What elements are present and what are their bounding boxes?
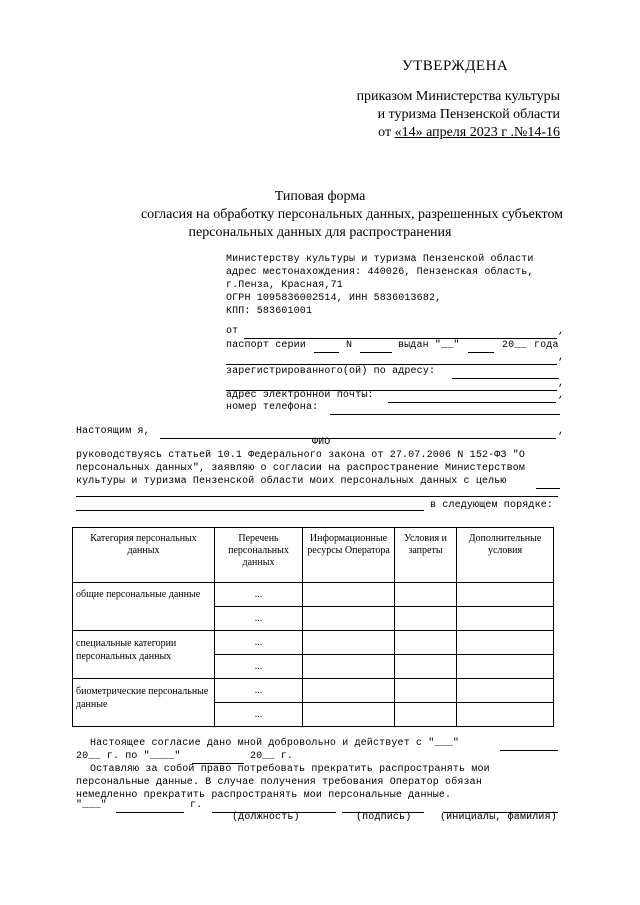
hereby-label: Настоящим я, <box>76 426 150 437</box>
extra-cell[interactable] <box>457 703 554 727</box>
form-title: Типовая форма <box>274 189 366 204</box>
passport-series-line[interactable] <box>314 352 339 353</box>
resource-cell[interactable] <box>303 703 395 727</box>
passport-series-label: паспорт серии <box>226 340 306 351</box>
sign-date-line[interactable] <box>116 812 184 813</box>
resource-cell[interactable] <box>303 679 395 703</box>
extra-cell[interactable] <box>457 679 554 703</box>
statement-line-3: культуры и туризма Пензенской области моих персональных данных с целью <box>76 476 507 487</box>
addressee-line-2: адрес местонахождения: 440026, Пензенская область, <box>226 267 534 278</box>
list-cell[interactable]: ... <box>215 703 303 727</box>
order-line-1: приказом Министерства культуры <box>356 89 560 104</box>
addressee-line-1: Министерству культуры и туризма Пензенской области <box>226 254 534 265</box>
email-label: адрес электронной почты: <box>226 390 374 401</box>
signature-caption: (подпись) <box>356 812 412 823</box>
table-header: Дополнительные условия <box>457 528 554 583</box>
list-cell[interactable]: ... <box>215 631 303 655</box>
table-header: Условия и запреты <box>395 528 457 583</box>
addressee-line-3: г.Пенза, Красная,71 <box>226 280 343 291</box>
registered-label: зарегистрированного(ой) по адресу: <box>226 366 436 377</box>
conditions-cell[interactable] <box>395 631 457 655</box>
category-cell: биометрические персональные данные <box>73 679 215 727</box>
conditions-cell[interactable] <box>395 703 457 727</box>
fio-caption: ФИО <box>312 437 331 448</box>
comma: , <box>558 426 565 437</box>
extra-cell[interactable] <box>457 583 554 607</box>
table-header: Перечень персональных данных <box>215 528 303 583</box>
valid-line-1: Настоящее согласие дано мной добровольно и действует с "___" <box>90 738 460 749</box>
list-cell[interactable]: ... <box>215 607 303 631</box>
initials-caption: (инициалы, фамилия) <box>440 812 557 823</box>
year-word: года <box>534 340 559 351</box>
conditions-cell[interactable] <box>395 679 457 703</box>
reserve-line-3: немедленно прекратить распространять мои персональные данные. <box>76 790 452 801</box>
passport-no-line[interactable] <box>360 352 392 353</box>
approval-heading: УТВЕРЖДЕНА <box>402 58 509 74</box>
form-subtitle-2: персональных данных для распространения <box>188 225 452 240</box>
order-date: «14» апреля 2023 г .№14-16 <box>394 125 560 140</box>
extra-cell[interactable] <box>457 607 554 631</box>
issued-by-line[interactable] <box>226 364 557 365</box>
year-20-label: 20__ <box>502 340 527 351</box>
statement-line-1: руководствуясь статьей 10.1 Федерального закона от 27.07.2006 N 152-ФЗ "О <box>76 450 526 461</box>
issued-day-line[interactable] <box>468 352 494 353</box>
addressee-line-5: КПП: 583601001 <box>226 306 313 317</box>
list-cell[interactable]: ... <box>215 655 303 679</box>
sign-date-quote: "___" <box>76 800 107 811</box>
resource-cell[interactable] <box>303 631 395 655</box>
fio-line[interactable] <box>160 438 556 439</box>
valid-line-2b: 20__ г. <box>250 751 294 762</box>
categories-table <box>72 527 554 727</box>
from-line[interactable] <box>244 338 557 339</box>
valid-line-2a: 20__ г. по "____" <box>76 751 181 762</box>
sign-date-g: г. <box>190 800 203 811</box>
category-cell: специальные категории персональных данных <box>73 631 215 679</box>
conditions-cell[interactable] <box>395 583 457 607</box>
addressee-line-4: ОГРН 1095836002514, ИНН 5836013682, <box>226 293 442 304</box>
comma: , <box>558 378 565 389</box>
table-header-row <box>73 528 554 583</box>
table-row <box>73 631 554 655</box>
list-cell[interactable]: ... <box>215 679 303 703</box>
phone-line[interactable] <box>330 414 560 415</box>
form-subtitle-1: согласия на обработку персональных данных, разрешенных субъектом <box>140 207 564 222</box>
list-cell[interactable]: ... <box>215 583 303 607</box>
email-line[interactable] <box>388 402 556 403</box>
resource-cell[interactable] <box>303 583 395 607</box>
order-follow-label: в следующем порядке: <box>430 500 554 511</box>
category-cell: общие персональные данные <box>73 583 215 631</box>
valid-from-line[interactable] <box>500 750 558 751</box>
passport-no-label: N <box>346 340 353 351</box>
resource-cell[interactable] <box>303 607 395 631</box>
phone-label: номер телефона: <box>226 402 319 413</box>
reserve-line-1: Оставляю за собой право потребовать прекратить распространять мои <box>90 764 490 775</box>
extra-cell[interactable] <box>457 631 554 655</box>
comma: , <box>558 390 565 401</box>
conditions-cell[interactable] <box>395 655 457 679</box>
order-prefix: от <box>378 125 395 140</box>
table-header: Категория персональных данных <box>73 528 215 583</box>
statement-line-2: персональных данных", заявляю о согласии на распространение Министерством <box>76 463 526 474</box>
issued-label: выдан "__" <box>398 340 460 351</box>
conditions-cell[interactable] <box>395 607 457 631</box>
from-label: от <box>226 326 239 337</box>
table-header: Информационные ресурсы Оператора <box>303 528 395 583</box>
order-line-3 <box>378 124 560 142</box>
table-row <box>73 679 554 703</box>
purpose-line-2[interactable] <box>76 496 558 497</box>
position-caption: (должность) <box>232 812 300 823</box>
registered-line[interactable] <box>452 378 559 379</box>
comma: , <box>558 352 565 363</box>
reserve-line-2: персональные данные. В случае получения требования Оператор обязан <box>76 777 482 788</box>
extra-cell[interactable] <box>457 655 554 679</box>
table-row <box>73 583 554 607</box>
purpose-line-3[interactable] <box>76 510 424 511</box>
purpose-line-1[interactable] <box>536 488 560 489</box>
resource-cell[interactable] <box>303 655 395 679</box>
comma: , <box>558 326 565 337</box>
order-line-2: и туризма Пензенской области <box>377 107 560 122</box>
